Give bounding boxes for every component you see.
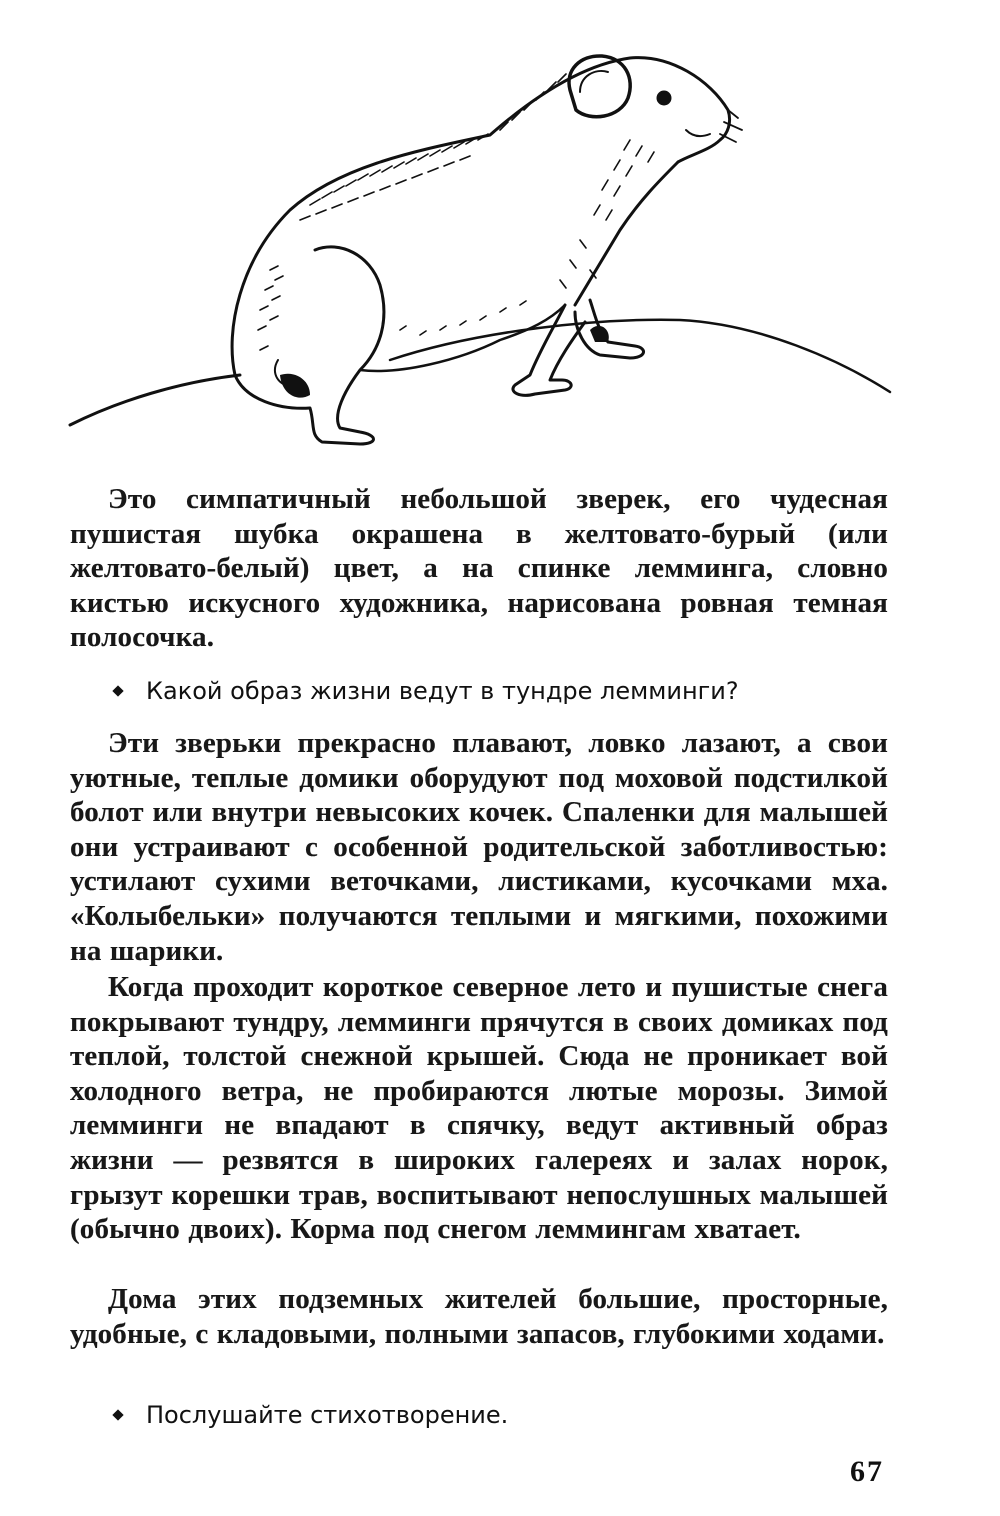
- paragraph-fur-description: [70, 482, 888, 655]
- question-1-text: Какой образ жизни ведут в тундре лемминги?: [146, 677, 739, 705]
- diamond-bullet-icon: [112, 685, 123, 696]
- paragraph-winter: [70, 970, 888, 1247]
- paragraph-habits: [70, 726, 888, 968]
- paragraph-3: Когда проходит короткое северное лето и пушистые снега покрывают тундру, лемминги прячутся в своих домиках под теплой, толстой снежной крышей. Сюда не проникает вой холодного ветра, не пробираются лютые морозы. Зимой лемминги не впадают в спячку, ведут активный образ жизни — резвятся в широких галереях и залах норок, грызут корешки трав, воспитывают непослушных малышей (обычно двоих). Корма под снегом леммингам хватает.: [70, 971, 888, 1246]
- paragraph-4: Дома этих подземных жителей большие, просторные, удобные, с кладовыми, полными запасов, глубокими ходами.: [70, 1283, 888, 1350]
- page-number: 67: [850, 1455, 884, 1488]
- question-2-text: Послушайте стихотворение.: [146, 1401, 509, 1429]
- paragraph-2: Эти зверьки прекрасно плавают, ловко лазают, а свои уютные, теплые домики оборудуют под моховой подстилкой болот или внутри невысоких кочек. Спаленки для малышей они устраивают с особенной родительской заботливостью: устилают сухими веточками, листиками, кусочками мха. «Колыбельки» получаются теплыми и мягкими, похожими на шарики.: [70, 727, 888, 967]
- lemming-drawing-icon: [60, 30, 900, 480]
- paragraph-1: Это симпатичный небольшой зверек, его чудесная пушистая шубка окрашена в желтовато-бурый (или желтовато-белый) цвет, а на спинке лемминга, словно кистью искусного художника, нарисована ровная темная полосочка.: [70, 483, 888, 654]
- diamond-bullet-icon: [112, 1409, 123, 1420]
- question-lifestyle: [110, 676, 739, 706]
- question-poem: [110, 1400, 508, 1430]
- paragraph-homes: [70, 1282, 888, 1351]
